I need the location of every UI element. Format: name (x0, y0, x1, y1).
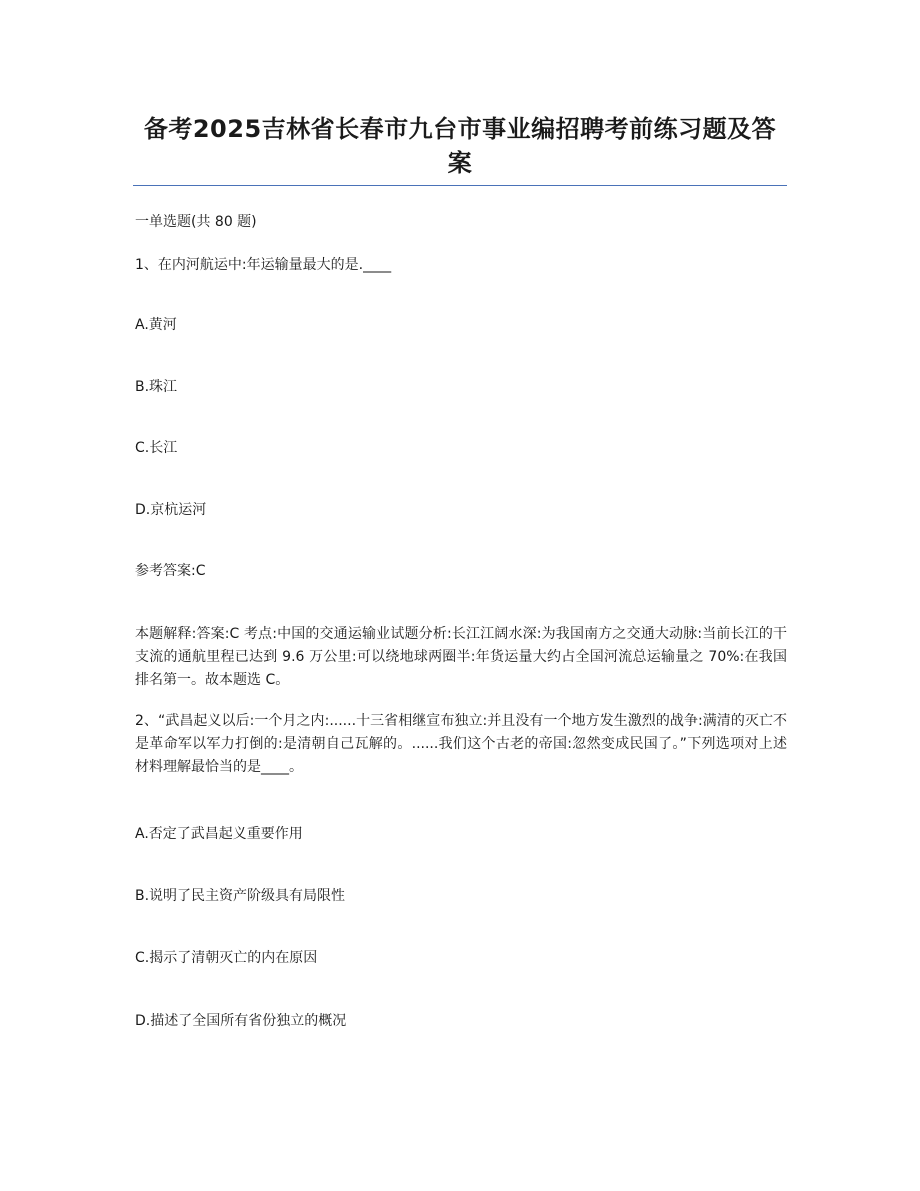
question-1-option-c: C.长江 (135, 440, 178, 456)
question-1-answer: 参考答案:C (135, 563, 206, 579)
title-divider (133, 185, 787, 186)
document-title: 备考2025吉林省长春市九台市事业编招聘考前练习题及答案 (143, 115, 777, 177)
question-1-option-b: B.珠江 (135, 379, 178, 395)
section-heading: 一单选题(共 80 题) (135, 214, 257, 230)
question-2-option-b: B.说明了民主资产阶级具有局限性 (135, 888, 346, 904)
question-2-option-d: D.描述了全国所有省份独立的概况 (135, 1013, 347, 1029)
question-1-option-d: D.京杭运河 (135, 502, 207, 518)
question-2-option-a: A.否定了武昌起义重要作用 (135, 826, 303, 842)
question-2-option-c: C.揭示了清朝灭亡的内在原因 (135, 950, 318, 966)
question-1-stem: 1、在内河航运中:年运输量最大的是.____ (135, 257, 392, 273)
question-1-option-a: A.黄河 (135, 317, 177, 333)
question-1-explanation: 本题解释:答案:C 考点:中国的交通运输业试题分析:长江江阔水深:为我国南方之交通大动脉:当前长江的干支流的通航里程已达到 9.6 万公里:可以绕地球两圈半:年货运量大约占全国河流总运输量之 70%:在我国排名第一。故本题选 C。 (135, 626, 787, 688)
question-2-stem: 2、“武昌起义以后:一个月之内:......十三省相继宣布独立:并且没有一个地方发生激烈的战争:满清的灭亡不是革命军以军力打倒的:是清朝自己瓦解的。......我们这个古老的帝国:忽然变成民国了。”下列选项对上述材料理解最恰当的是____。 (135, 713, 787, 775)
